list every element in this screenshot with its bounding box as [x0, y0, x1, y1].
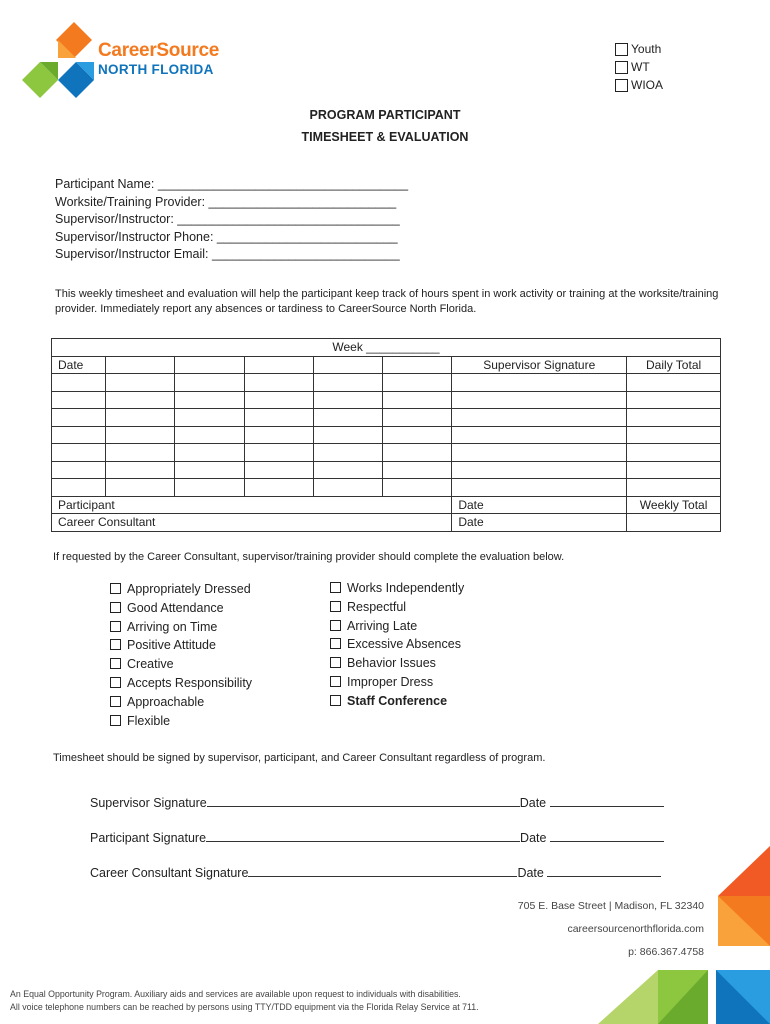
checkbox[interactable]: [110, 696, 121, 707]
address-street: 705 E. Base Street | Madison, FL 32340: [517, 900, 704, 912]
table-cell[interactable]: [452, 391, 627, 409]
table-cell[interactable]: [627, 479, 721, 497]
evaluation-instructions: If requested by the Career Consultant, supervisor/training provider should complete the evaluation below.: [53, 551, 565, 563]
document-title: PROGRAM PARTICIPANT: [309, 108, 461, 122]
table-cell[interactable]: [383, 391, 452, 409]
table-cell[interactable]: [106, 461, 175, 479]
consultant-signature-row: [90, 865, 661, 880]
eval-label: Arriving Late: [347, 618, 418, 633]
eval-label: Excessive Absences: [347, 637, 461, 652]
table-row: [52, 339, 721, 357]
consultant-date-cell[interactable]: Date: [452, 514, 627, 532]
table-cell[interactable]: [106, 444, 175, 462]
table-cell[interactable]: [52, 409, 106, 427]
participant-signature-cell[interactable]: Participant: [52, 496, 452, 514]
eval-label: Approachable: [127, 694, 205, 709]
table-cell[interactable]: [244, 391, 313, 409]
table-cell[interactable]: [244, 356, 313, 374]
header-daily-total: Daily Total: [627, 356, 721, 374]
table-cell[interactable]: [106, 356, 175, 374]
table-cell[interactable]: [175, 479, 244, 497]
week-cell[interactable]: Week ___________: [52, 339, 721, 357]
eval-item[interactable]: [330, 654, 464, 673]
participant-name-field[interactable]: Participant Name: ____________________________________: [55, 177, 409, 191]
checkbox[interactable]: [330, 638, 341, 649]
table-cell[interactable]: [383, 409, 452, 427]
checkbox[interactable]: [330, 657, 341, 668]
evaluation-list-left: [110, 580, 252, 730]
address-phone: p: 866.367.4758: [628, 946, 704, 958]
table-cell[interactable]: [452, 479, 627, 497]
date-label: Date: [519, 796, 547, 810]
table-cell[interactable]: [106, 479, 175, 497]
table-cell[interactable]: [383, 444, 452, 462]
table-cell[interactable]: [244, 426, 313, 444]
table-cell[interactable]: [452, 426, 627, 444]
table-cell[interactable]: [313, 444, 382, 462]
header-supervisor-signature: Supervisor Signature: [452, 356, 627, 374]
table-cell[interactable]: [383, 426, 452, 444]
supervisor-phone-field[interactable]: Supervisor/Instructor Phone: __________________________: [55, 229, 398, 244]
eval-label: Improper Dress: [347, 674, 434, 689]
table-row: [52, 479, 721, 497]
signature-label: Participant Signature: [90, 831, 207, 845]
table-cell[interactable]: [52, 444, 106, 462]
eval-item[interactable]: [110, 674, 252, 693]
table-cell[interactable]: [244, 409, 313, 427]
program-label: WT: [631, 60, 650, 74]
table-cell[interactable]: [313, 461, 382, 479]
supervisor-signature-row: [90, 795, 664, 810]
header-date: Date: [52, 356, 106, 374]
table-cell[interactable]: [313, 356, 382, 374]
checkbox[interactable]: [330, 676, 341, 687]
checkbox[interactable]: [110, 658, 121, 669]
table-row: [52, 409, 721, 427]
checkbox[interactable]: [110, 602, 121, 613]
table-row: [52, 514, 721, 532]
evaluation-list-right: [330, 579, 464, 711]
eval-item[interactable]: [110, 580, 252, 599]
logo-text-north-florida: NORTH FLORIDA: [98, 62, 214, 77]
signature-label: Supervisor Signature: [90, 796, 207, 810]
logo-text-careersource: CareerSource: [98, 40, 220, 61]
corner-decoration-graphic: [598, 846, 770, 1024]
document-subtitle: TIMESHEET & EVALUATION: [301, 130, 469, 144]
table-cell[interactable]: [627, 426, 721, 444]
eval-item[interactable]: [110, 599, 252, 618]
table-row: [52, 374, 721, 392]
table-cell[interactable]: [244, 461, 313, 479]
program-wt[interactable]: [615, 58, 663, 76]
eval-item[interactable]: [110, 693, 252, 712]
date-label: Date: [520, 831, 547, 845]
eval-label: Respectful: [347, 599, 407, 614]
table-cell[interactable]: [383, 356, 452, 374]
worksite-field[interactable]: Worksite/Training Provider: ___________________________: [55, 194, 397, 209]
table-cell[interactable]: [627, 409, 721, 427]
eval-label: Staff Conference: [347, 693, 448, 708]
eval-label: Creative: [127, 657, 174, 672]
table-cell[interactable]: [313, 479, 382, 497]
checkbox[interactable]: [110, 621, 121, 632]
signature-line[interactable]: [207, 795, 520, 807]
supervisor-field[interactable]: Supervisor/Instructor: ________________________________: [55, 212, 400, 226]
checkbox[interactable]: [110, 583, 121, 594]
table-cell[interactable]: [627, 374, 721, 392]
table-cell[interactable]: [452, 374, 627, 392]
checkbox[interactable]: [110, 639, 121, 650]
table-cell[interactable]: [175, 356, 244, 374]
table-cell[interactable]: [106, 409, 175, 427]
checkbox[interactable]: [615, 43, 628, 56]
eval-item[interactable]: [110, 655, 252, 674]
checkbox[interactable]: [330, 695, 341, 706]
table-row: [52, 426, 721, 444]
eval-item[interactable]: [330, 673, 464, 692]
table-cell[interactable]: [313, 409, 382, 427]
eval-label: Behavior Issues: [347, 656, 436, 671]
checkbox[interactable]: [615, 79, 628, 92]
table-cell[interactable]: [52, 374, 106, 392]
table-cell[interactable]: [383, 461, 452, 479]
checkbox[interactable]: [615, 61, 628, 74]
participant-date-cell[interactable]: Date: [452, 496, 627, 514]
eval-item[interactable]: [110, 712, 252, 731]
eval-label: Arriving on Time: [127, 619, 218, 634]
table-cell[interactable]: [627, 514, 721, 532]
table-cell[interactable]: [175, 409, 244, 427]
table-cell[interactable]: [452, 444, 627, 462]
eval-label: Flexible: [127, 713, 171, 728]
table-cell[interactable]: [313, 374, 382, 392]
program-wioa[interactable]: [615, 76, 663, 94]
eval-item[interactable]: [110, 618, 252, 637]
eval-label: Appropriately Dressed: [127, 582, 251, 596]
table-cell[interactable]: [52, 461, 106, 479]
weekly-total-cell[interactable]: Weekly Total: [627, 496, 721, 514]
address-website: careersourcenorthflorida.com: [567, 923, 704, 935]
table-row: [52, 496, 721, 514]
checkbox[interactable]: [330, 582, 341, 593]
program-youth[interactable]: [615, 40, 663, 58]
participant-signature-row: [90, 830, 664, 845]
table-header-row: [52, 356, 721, 374]
date-label: Date: [517, 866, 544, 880]
table-cell[interactable]: [313, 426, 382, 444]
table-cell[interactable]: [175, 461, 244, 479]
eval-item[interactable]: [330, 692, 464, 711]
table-cell[interactable]: [383, 374, 452, 392]
date-line[interactable]: [550, 830, 664, 842]
eval-item[interactable]: [330, 635, 464, 654]
table-cell[interactable]: [175, 391, 244, 409]
participant-info-fields: [55, 176, 408, 264]
table-cell[interactable]: [106, 391, 175, 409]
table-cell[interactable]: [106, 374, 175, 392]
checkbox[interactable]: [330, 601, 341, 612]
table-cell[interactable]: [175, 444, 244, 462]
program-label: Youth: [631, 42, 662, 56]
timesheet-table: [51, 338, 721, 532]
table-row: [52, 391, 721, 409]
program-label: WIOA: [631, 78, 663, 92]
intro-paragraph: This weekly timesheet and evaluation will help the participant keep track of hours spent in work activity or training at the worksite/training provider. Immediately report any absences or tardiness to CareerSource North Florida.: [55, 288, 719, 315]
footer-line-1: An Equal Opportunity Program. Auxiliary aids and services are available upon request to individuals with disabilities.: [10, 989, 461, 999]
eval-label: Accepts Responsibility: [127, 675, 253, 690]
table-cell[interactable]: [452, 409, 627, 427]
eval-label: Positive Attitude: [127, 638, 216, 653]
consultant-signature-cell[interactable]: Career Consultant: [52, 514, 452, 532]
table-cell[interactable]: [452, 461, 627, 479]
table-cell[interactable]: [244, 444, 313, 462]
program-checkboxes: [615, 40, 663, 94]
table-cell[interactable]: [313, 391, 382, 409]
table-cell[interactable]: [627, 461, 721, 479]
table-cell[interactable]: [627, 444, 721, 462]
eval-item[interactable]: [330, 617, 464, 636]
table-row: [52, 444, 721, 462]
table-cell[interactable]: [175, 374, 244, 392]
eval-label: Good Attendance: [127, 600, 224, 615]
date-line[interactable]: [550, 795, 664, 807]
eval-item[interactable]: [330, 579, 464, 598]
checkbox[interactable]: [110, 677, 121, 688]
supervisor-email-field[interactable]: Supervisor/Instructor Email: ___________________________: [55, 247, 400, 261]
signature-line[interactable]: [206, 830, 520, 842]
signature-note: Timesheet should be signed by supervisor, participant, and Career Consultant regardless of program.: [53, 752, 546, 764]
signature-line[interactable]: [248, 865, 517, 877]
checkbox[interactable]: [110, 715, 121, 726]
footer-line-2: All voice telephone numbers can be reached by persons using TTY/TDD equipment via the Florida Relay Service at 711.: [10, 1002, 479, 1012]
table-cell[interactable]: [106, 426, 175, 444]
table-cell[interactable]: [383, 479, 452, 497]
table-cell[interactable]: [244, 479, 313, 497]
table-row: [52, 461, 721, 479]
signature-label: Career Consultant Signature: [90, 866, 249, 880]
table-cell[interactable]: [52, 426, 106, 444]
table-cell[interactable]: [244, 374, 313, 392]
table-cell[interactable]: [175, 426, 244, 444]
eval-item[interactable]: [110, 636, 252, 655]
eval-label: Works Independently: [347, 581, 465, 595]
eval-item[interactable]: [330, 598, 464, 617]
footer-disclaimer: [10, 988, 479, 1014]
table-cell[interactable]: [52, 479, 106, 497]
table-cell[interactable]: [52, 391, 106, 409]
table-cell[interactable]: [627, 391, 721, 409]
checkbox[interactable]: [330, 620, 341, 631]
